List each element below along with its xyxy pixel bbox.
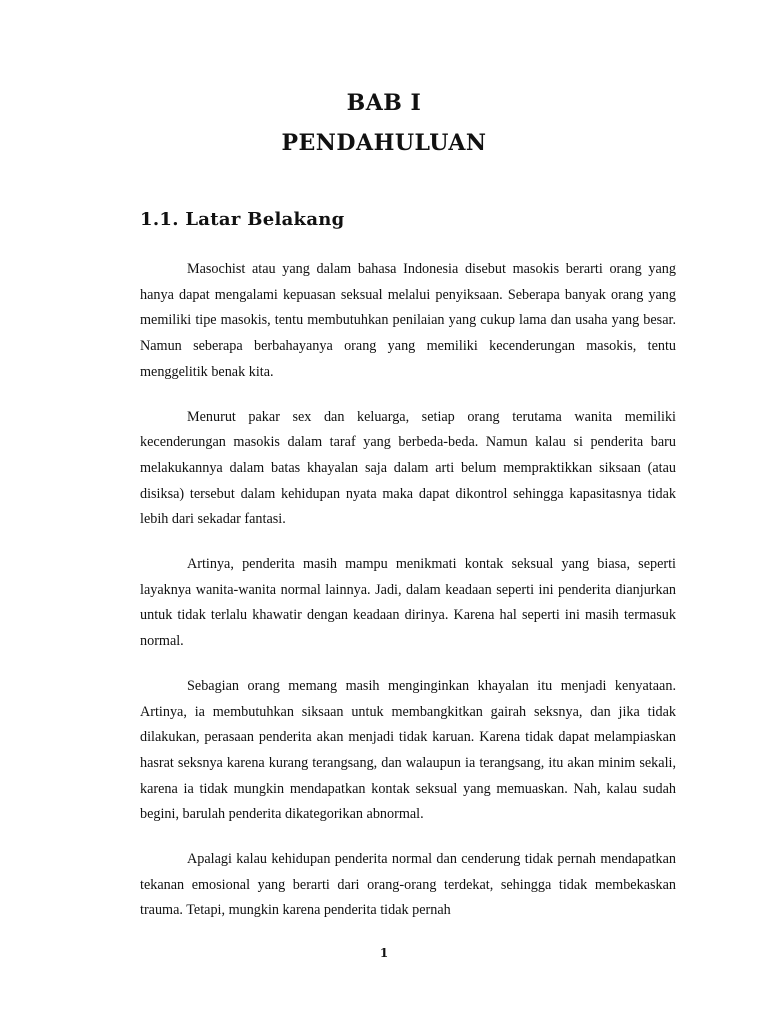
chapter-number: BAB I [346,90,422,116]
paragraph: Masochist atau yang dalam bahasa Indonesia disebut masokis berarti orang yang hanya dapat mengalami kepuasan seksual melalui penyiksaan. Seberapa banyak orang yang memiliki tipe masokis, tentu membutuhkan penilaian yang cukup lama dan usaha yang besar. Namun seberapa berbahayanya orang yang memiliki kecenderungan masokis, tentu menggelitik benak kita. [140,261,676,380]
section-heading: 1.1. Latar Belakang [140,209,345,230]
body-text [140,257,676,943]
chapter-title: PENDAHULUAN [281,130,487,156]
paragraph: Sebagian orang memang masih menginginkan khayalan itu menjadi kenyataan. Artinya, ia membutuhkan siksaan untuk membangkitkan gairah seksnya, dan jika tidak dilakukan, perasaan penderita akan menjadi tidak karuan. Karena tidak dapat melampiaskan hasrat seksnya karena kurang terangsang, dan walaupun ia terangsang, itu akan minim sekali, karena ia tidak mungkin mendapatkan kontak seksual yang memuaskan. Nah, kalau sudah begini, barulah penderita dikategorikan abnormal. [140,677,676,823]
paragraph: Artinya, penderita masih mampu menikmati kontak seksual yang biasa, seperti layaknya wanita-wanita normal lainnya. Jadi, dalam keadaan seperti ini penderita dianjurkan untuk tidak terlalu khawatir dengan keadaan dirinya. Karena hal seperti ini masih termasuk normal. [140,556,676,650]
paragraph: Apalagi kalau kehidupan penderita normal dan cenderung tidak pernah mendapatkan tekanan emosional yang berarti dari orang-orang terdekat, sehingga tidak membekaskan trauma. Tetapi, mungkin karena penderita tidak pernah [140,851,676,919]
paragraph: Menurut pakar sex dan keluarga, setiap orang terutama wanita memiliki kecenderungan masokis dalam taraf yang berbeda-beda. Namun kalau si penderita baru melakukannya dalam batas khayalan saja dalam arti belum mempraktikkan siksaan (atau disiksa) tersebut dalam kehidupan nyata maka dapat dikontrol sehingga kapasitasnya tidak lebih dari sekadar fantasi. [140,408,676,528]
page-number: 1 [379,946,389,960]
